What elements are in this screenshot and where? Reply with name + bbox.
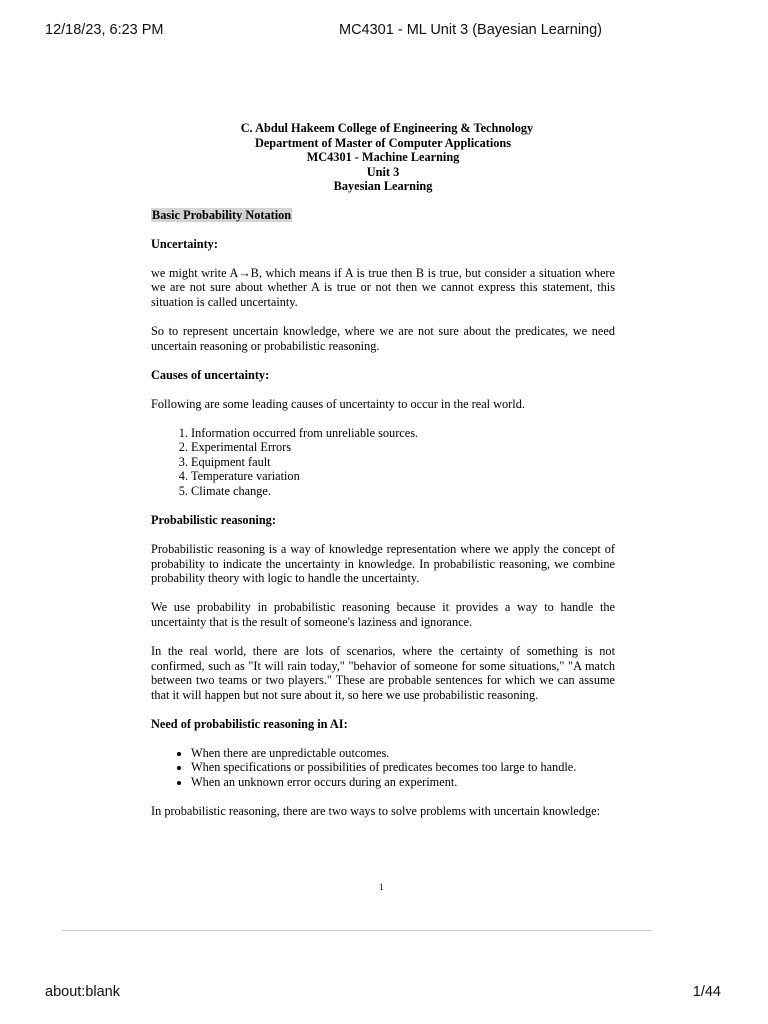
print-header-datetime: 12/18/23, 6:23 PM	[45, 22, 164, 38]
paragraph: In probabilistic reasoning, there are two ways to solve problems with uncertain knowledge:	[151, 803, 601, 818]
section-heading-causes: Causes of uncertainty:	[151, 367, 270, 382]
paragraph: So to represent uncertain knowledge, where we are not sure about the predicates, we need uncertain reasoning or probabilistic reasoning.	[151, 323, 615, 353]
list-item: 1. Information occurred from unreliable sources.	[191, 426, 615, 441]
course-name: MC4301 - Machine Learning	[306, 150, 460, 164]
page-divider	[62, 930, 652, 931]
highlighted-heading: Basic Probability Notation	[152, 207, 292, 222]
list-item: 5. Climate change.	[191, 484, 615, 499]
department-name: Department of Master of Computer Applications	[254, 135, 512, 150]
paragraph: Following are some leading causes of uncertainty to occur in the real world.	[151, 396, 525, 411]
college-name: C. Abdul Hakeem College of Engineering & Technology	[240, 121, 534, 135]
topic-label: Bayesian Learning	[333, 179, 433, 193]
paragraph: We use probability in probabilistic reasoning because it provides a way to handle the uncertainty that is the result of someone's laziness and ignorance.	[151, 600, 615, 629]
need-list	[151, 746, 615, 790]
print-header-title: MC4301 - ML Unit 3 (Bayesian Learning)	[339, 22, 603, 38]
causes-list	[151, 426, 615, 499]
paragraph: Probabilistic reasoning is a way of knowledge representation where we apply the concept of probability to indicate the uncertainty in knowledge. In probabilistic reasoning, we combine probability theory with logic to handle the uncertainty.	[151, 541, 615, 586]
section-heading-probabilistic: Probabilistic reasoning:	[151, 512, 276, 527]
section-heading-basic	[151, 208, 615, 223]
paragraph: In the real world, there are lots of scenarios, where the certainty of something is not confirmed, such as "It will rain today," "behavior of someone for some situations," "A match between two teams or two players." These are probable sentences for which we can assume that it will happen but not sure about it, so here we use probabilistic reasoning.	[151, 643, 615, 702]
page-number: 1	[379, 882, 384, 892]
list-item: 2. Experimental Errors	[191, 440, 615, 455]
print-footer-url: about:blank	[45, 984, 120, 1000]
document-heading	[151, 121, 615, 194]
list-item: • When specifications or possibilities of predicates becomes too large to handle.	[191, 760, 615, 775]
paragraph: we might write A→B, which means if A is true then B is true, but consider a situation where we are not sure about whether A is true or not then we cannot express this statement, this situation is called uncertainty.	[151, 265, 615, 309]
list-item: • When there are unpredictable outcomes.	[191, 746, 615, 761]
section-heading-uncertainty: Uncertainty:	[151, 236, 218, 251]
section-heading-need: Need of probabilistic reasoning in AI:	[151, 716, 348, 731]
list-item: 3. Equipment fault	[191, 455, 615, 470]
document-page	[151, 121, 615, 833]
print-footer-page-count: 1/44	[692, 984, 721, 1000]
unit-label: Unit 3	[366, 164, 400, 179]
list-item: • When an unknown error occurs during an experiment.	[191, 775, 615, 790]
list-item: 4. Temperature variation	[191, 469, 615, 484]
